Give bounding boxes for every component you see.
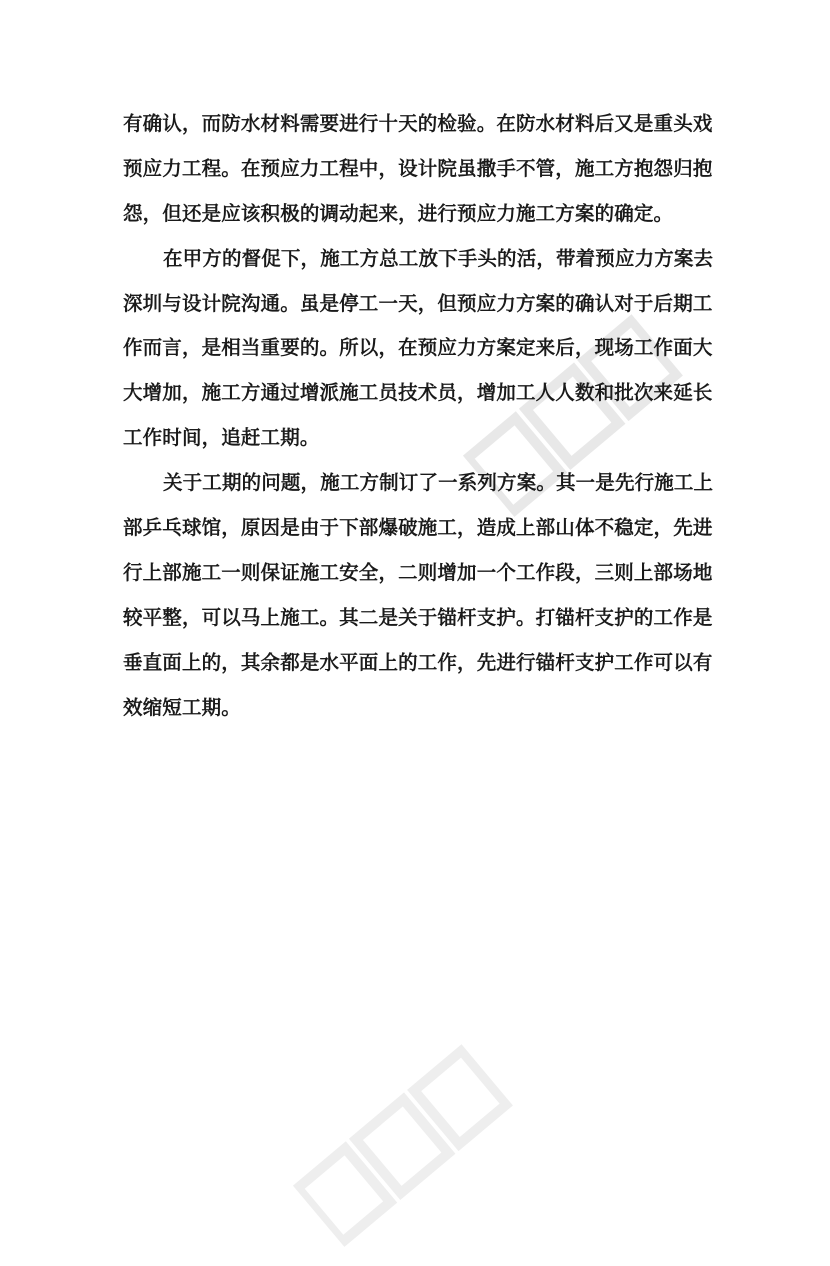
text-line: 有确认，而防水材料需要进行十天的检验。在防水材料后又是重头戏 [123, 112, 713, 135]
watermark-logo-bottom-icon [291, 1042, 517, 1252]
text-line: 部乒乓球馆，原因是由于下部爆破施工，造成上部山体不稳定，先进 [123, 516, 713, 540]
body-text [123, 102, 714, 730]
text-line: 较平整，可以马上施工。其二是关于锚杆支护。打锚杆支护的工作是 [123, 605, 713, 629]
watermark-logo-bottom [291, 1042, 529, 1266]
paragraph-first-line: 关于工期的问题，施工方制订了一系列方案。其一是先行施工上 [163, 471, 714, 495]
text-line: 工作时间，追赶工期。 [123, 426, 320, 450]
text-line: 作而言，是相当重要的。所以，在预应力方案定来后，现场工作面大 [123, 336, 713, 360]
text-line: 行上部施工一则保证施工安全，二则增加一个工作段，三则上部场地 [123, 560, 713, 584]
text-line: 怨，但还是应该积极的调动起来，进行预应力施工方案的确定。 [123, 201, 674, 225]
text-line: 预应力工程。在预应力工程中，设计院虽撒手不管，施工方抱怨归抱 [123, 156, 713, 180]
paragraph-first-line: 在甲方的督促下，施工方总工放下手头的活，带着预应力方案去 [163, 246, 714, 270]
text-line: 效缩短工期。 [123, 695, 241, 719]
text-line: 深圳与设计院沟通。虽是停工一天，但预应力方案的确认对于后期工 [123, 291, 713, 315]
text-line: 垂直面上的，其余都是水平面上的工作，先进行锚杆支护工作可以有 [123, 650, 713, 674]
text-line: 大增加，施工方通过增派施工员技术员，增加工人人数和批次来延长 [123, 381, 713, 405]
